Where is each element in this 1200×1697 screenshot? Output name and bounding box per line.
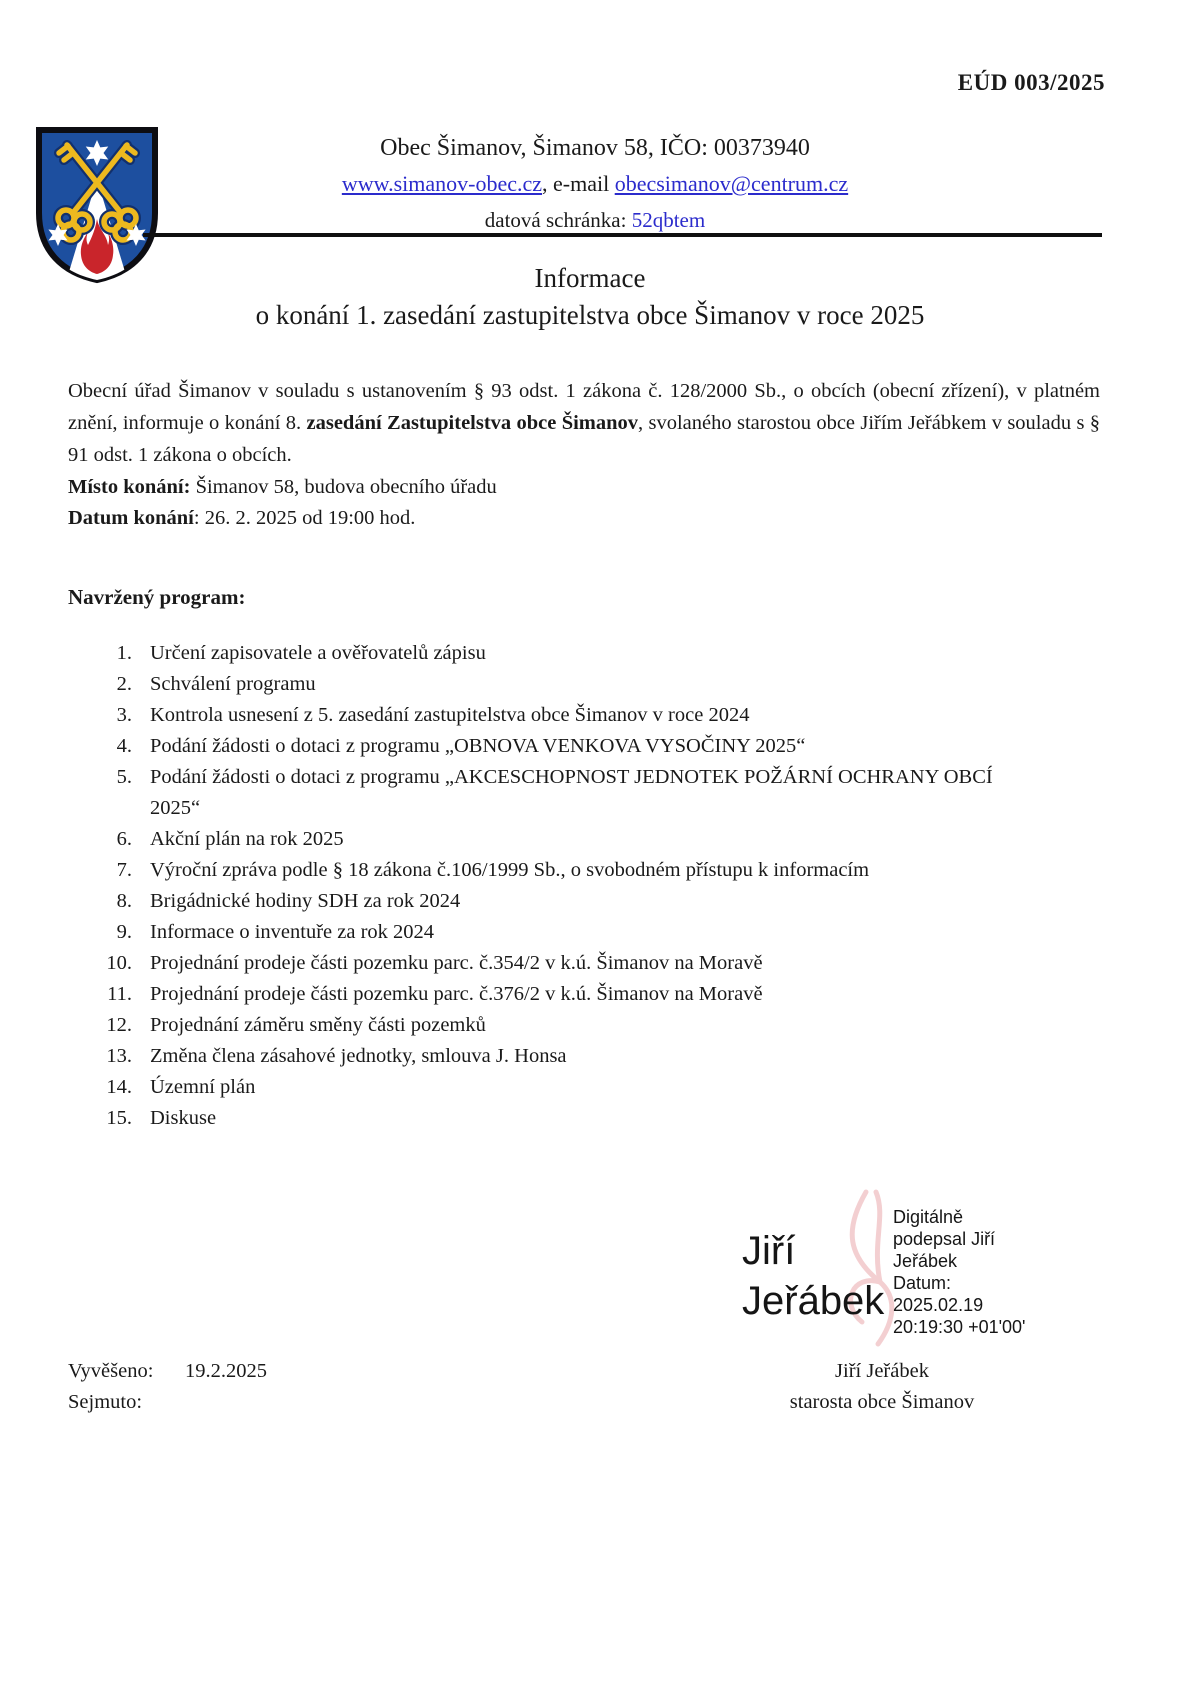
intro-text-pre: Obecní úřad Šimanov v souladu s ustanovením § 93 odst. 1 zákona č. 128/2000 Sb., o obcích (obecní zřízení), v platném znění, informuje o konání 8. — [68, 379, 1100, 434]
meeting-date-row — [68, 503, 968, 534]
agenda-item: Výroční zpráva podle § 18 zákona č.106/1999 Sb., o svobodném přístupu k informacím — [150, 859, 870, 881]
website-link[interactable]: www.simanov-obec.cz — [341, 171, 542, 196]
agenda-item: Projednání záměru směny části pozemků — [150, 1014, 486, 1036]
municipality-name-line: Obec Šimanov, Šimanov 58, IČO: 00373940 — [380, 135, 810, 161]
agenda-item: Změna člena zásahové jednotky, smlouva J. Honsa — [150, 1045, 567, 1067]
agenda-item: Podání žádosti o dotaci z programu „AKCESCHOPNOST JEDNOTEK POŽÁRNÍ OCHRANY OBCÍ 2025“ — [150, 766, 993, 819]
email-separator: , e-mail — [542, 171, 615, 196]
signature-detail-line: 2025.02.19 — [893, 1295, 984, 1315]
databox-id: 52qbtem — [631, 208, 706, 232]
signature-name-line-2: Jeřábek — [742, 1279, 885, 1323]
signature-detail-line: podepsal Jiří — [893, 1229, 996, 1249]
agenda-item: Podání žádosti o dotaci z programu „OBNOVA VENKOVA VYSOČINY 2025“ — [150, 735, 806, 757]
agenda-item: Projednání prodeje části pozemku parc. č.354/2 v k.ú. Šimanov na Moravě — [150, 952, 763, 974]
agenda-item: Schválení programu — [150, 673, 316, 695]
reference-number: EÚD 003/2025 — [957, 70, 1105, 95]
posted-date: 19.2.2025 — [185, 1360, 267, 1382]
agenda-item: Projednání prodeje části pozemku parc. č.376/2 v k.ú. Šimanov na Moravě — [150, 983, 763, 1005]
intro-paragraph — [68, 375, 1100, 471]
municipality-header — [170, 130, 1020, 238]
signer-name: Jiří Jeřábek — [835, 1360, 929, 1382]
intro-text-post: , svolaného starostou obce Jiřím Jeřábkem v souladu s § 91 odst. 1 zákona o obcích. — [68, 411, 1101, 466]
signature-name-line-1: Jiří — [742, 1229, 796, 1273]
posting-dates — [68, 1356, 488, 1418]
date-label: Datum konání — [68, 507, 194, 529]
signature-detail-line: Digitálně — [893, 1207, 964, 1227]
contact-line — [170, 166, 1020, 202]
agenda-item: Akční plán na rok 2025 — [150, 828, 344, 850]
agenda-item: Diskuse — [150, 1107, 217, 1129]
agenda-list — [96, 638, 1010, 1134]
signature-detail-line: 20:19:30 +01'00' — [893, 1317, 1026, 1337]
header-divider — [143, 233, 1102, 237]
signature-detail-line: Datum: — [893, 1273, 952, 1293]
signature-detail-line: Jeřábek — [893, 1251, 958, 1271]
removed-row — [68, 1387, 488, 1418]
place-label: Místo konání: — [68, 476, 191, 498]
agenda-item: Územní plán — [150, 1076, 256, 1098]
title-line-1: Informace — [534, 263, 646, 293]
agenda-item: Brigádnické hodiny SDH za rok 2024 — [150, 890, 461, 912]
digital-signature-details — [893, 1206, 1043, 1338]
meeting-details — [68, 472, 968, 534]
removed-label: Sejmuto: — [68, 1391, 143, 1413]
document-title — [80, 260, 1100, 334]
agenda-heading: Navržený program: — [68, 585, 246, 609]
databox-label: datová schránka: — [484, 208, 632, 232]
signer-title: starosta obce Šimanov — [789, 1391, 975, 1413]
email-link[interactable]: obecsimanov@centrum.cz — [614, 171, 849, 196]
agenda-item: Kontrola usnesení z 5. zasedání zastupitelstva obce Šimanov v roce 2024 — [150, 704, 750, 726]
intro-text-bold: zasedání Zastupitelstva obce Šimanov — [306, 411, 639, 434]
agenda-item: Informace o inventuře za rok 2024 — [150, 921, 435, 943]
place-value: Šimanov 58, budova obecního úřadu — [190, 476, 497, 498]
title-line-2: o konání 1. zasedání zastupitelstva obce Šimanov v roce 2025 — [255, 300, 925, 330]
posted-label: Vyvěšeno: — [68, 1360, 154, 1382]
date-value: : 26. 2. 2025 od 19:00 hod. — [193, 507, 416, 529]
posted-row — [68, 1356, 488, 1387]
meeting-place-row — [68, 472, 968, 503]
signer-block — [732, 1356, 1032, 1418]
agenda-item: Určení zapisovatele a ověřovatelů zápisu — [150, 642, 486, 664]
